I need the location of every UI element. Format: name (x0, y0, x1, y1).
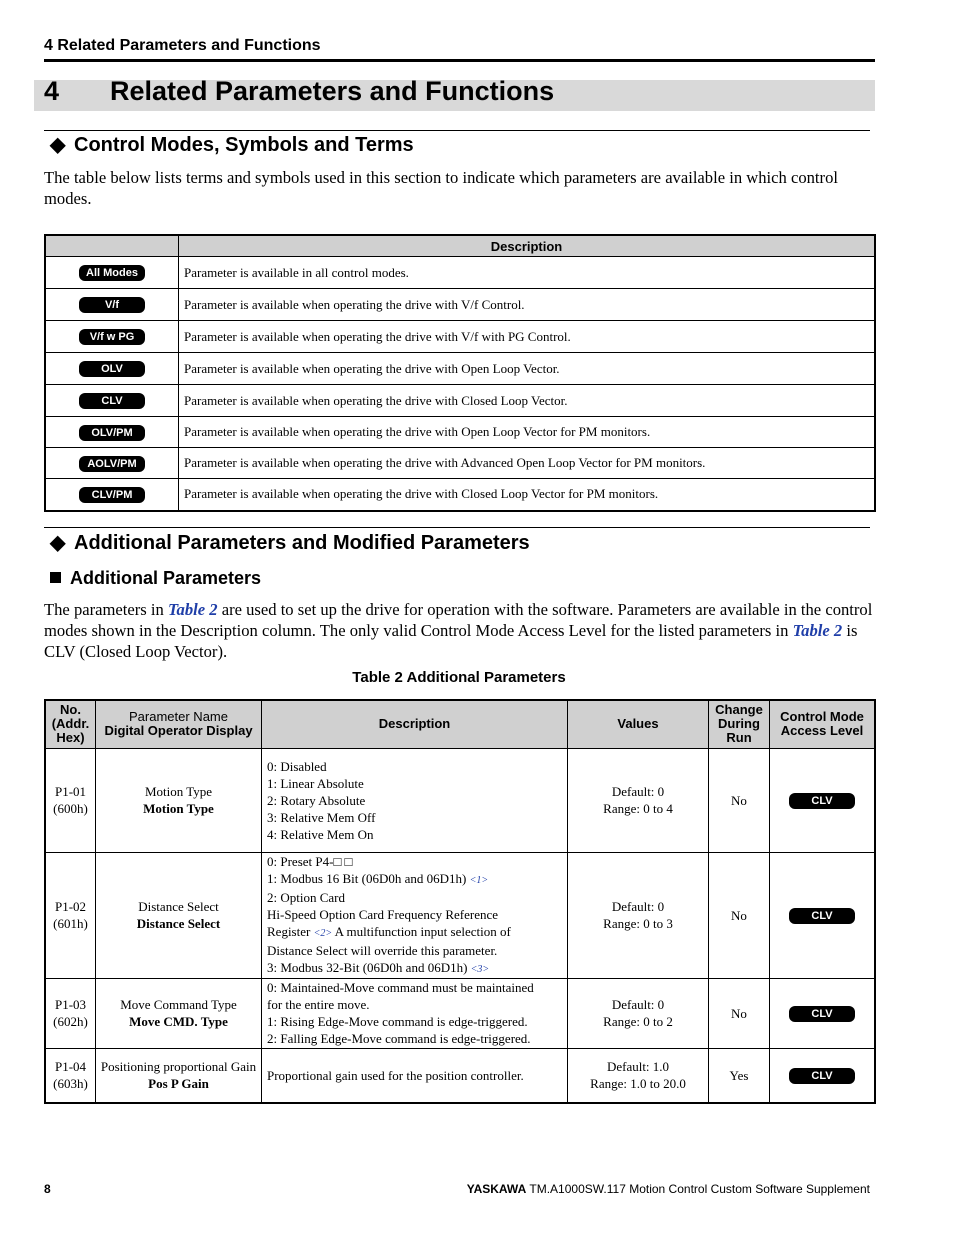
parameter-name: Distance Select Distance Select (96, 852, 262, 978)
parameter-row (45, 748, 875, 852)
mode-badge: V/f (79, 297, 145, 313)
change-during-run: No (709, 748, 770, 852)
additional-params-paragraph (44, 599, 874, 662)
parameter-description (262, 852, 568, 978)
subsection-heading (50, 568, 261, 589)
section-title: Control Modes, Symbols and Terms (74, 134, 414, 156)
mode-description: Parameter is available when operating the drive with V/f with PG Control. (179, 321, 876, 353)
header-no: No. (Addr. Hex) (45, 700, 96, 748)
parameter-values: Default: 1.0 Range: 1.0 to 20.0 (568, 1048, 709, 1103)
description-line: 2: Rotary Absolute (267, 792, 366, 808)
mode-symbol-cell (45, 321, 179, 353)
section-heading (50, 530, 530, 555)
mode-description: Parameter is available when operating the drive with V/f Control. (179, 289, 876, 321)
header-access-level: Control Mode Access Level (770, 700, 876, 748)
description-line: 4: Relative Mem On (267, 826, 374, 842)
mode-badge: OLV/PM (79, 425, 145, 441)
parameter-row (45, 852, 875, 978)
intro-paragraph: The table below lists terms and symbols used in this section to indicate which parameters are available in which control modes. (44, 168, 838, 208)
diamond-icon: ◆ (50, 532, 66, 554)
footnote-ref[interactable]: <1> (469, 874, 489, 886)
mode-symbol-cell (45, 257, 179, 289)
header-rule (44, 59, 875, 62)
mode-symbol-cell (45, 353, 179, 385)
change-during-run: No (709, 852, 770, 978)
mode-symbol-cell (45, 448, 179, 479)
square-bullet-icon (50, 572, 61, 583)
footer-doc: TM.A1000SW.117 Motion Control Custom Software Supplement (526, 1182, 870, 1196)
description-line: 1: Linear Absolute (267, 775, 364, 791)
mode-row (45, 257, 875, 289)
table-caption: Table 2 Additional Parameters (352, 669, 566, 686)
mode-badge: CLV (79, 393, 145, 409)
header-description: Description (262, 700, 568, 748)
section-rule (44, 130, 870, 131)
mode-description: Parameter is available when operating the drive with Open Loop Vector for PM monitors. (179, 417, 876, 448)
description-line: Register <2> A multifunction input selection of (267, 923, 511, 939)
description-line: 3: Modbus 32-Bit (06D0h and 06D1h) <3> (267, 959, 490, 975)
parameter-name: Move Command Type Move CMD. Type (96, 978, 262, 1048)
access-level-badge: CLV (789, 908, 855, 924)
description-line: 2: Falling Edge-Move command is edge-triggered. (267, 1031, 531, 1046)
mode-row (45, 479, 875, 511)
modes-header-blank (45, 235, 179, 257)
mode-description: Parameter is available when operating the drive with Closed Loop Vector for PM monitors. (179, 479, 876, 511)
running-header: 4 Related Parameters and Functions (44, 37, 321, 54)
access-level-badge: CLV (789, 1006, 855, 1022)
page-number: 8 (44, 1182, 51, 1196)
mode-description: Parameter is available when operating the drive with Closed Loop Vector. (179, 385, 876, 417)
parameter-number: P1-03 (602h) (45, 978, 96, 1048)
section-heading (50, 132, 414, 157)
description-line: 0: Disabled (267, 758, 327, 774)
footnote-ref[interactable]: <2> (313, 927, 333, 939)
footer-brand: YASKAWA (466, 1182, 527, 1196)
parameter-number: P1-02 (601h) (45, 852, 96, 978)
table-2-link[interactable]: Table 2 (167, 600, 218, 619)
parameter-values: Default: 0 Range: 0 to 4 (568, 748, 709, 852)
diamond-icon: ◆ (50, 134, 66, 156)
header-values: Values (568, 700, 709, 748)
mode-row (45, 321, 875, 353)
mode-badge: V/f w PG (79, 329, 145, 345)
change-during-run: Yes (709, 1048, 770, 1103)
parameter-number: P1-01 (600h) (45, 748, 96, 852)
description-line: 0: Maintained-Move command must be maintained (267, 980, 534, 995)
chapter-title: Related Parameters and Functions (110, 76, 555, 106)
parameter-values: Default: 0 Range: 0 to 3 (568, 852, 709, 978)
mode-symbol-cell (45, 479, 179, 511)
parameter-number: P1-04 (603h) (45, 1048, 96, 1103)
mode-badge: AOLV/PM (79, 456, 145, 472)
description-line: 1: Modbus 16 Bit (06D0h and 06D1h) <1> (267, 870, 489, 886)
subsection-title: Additional Parameters (70, 568, 262, 588)
description-line: Hi-Speed Option Card Frequency Reference (267, 906, 499, 922)
description-line: 2: Option Card (267, 889, 345, 905)
description-line: 3: Relative Mem Off (267, 809, 376, 825)
additional-parameters-table (44, 699, 876, 1104)
mode-row (45, 448, 875, 479)
access-level-badge: CLV (789, 793, 855, 809)
modes-header-description: Description (179, 235, 876, 257)
header-change-during-run: Change During Run (709, 700, 770, 748)
parameter-description (262, 1048, 568, 1103)
mode-row (45, 289, 875, 321)
parameter-row (45, 1048, 875, 1103)
section-title: Additional Parameters and Modified Parameters (74, 532, 530, 554)
section-rule (44, 527, 870, 528)
para-text: is CLV (Closed Loop Vector). (44, 621, 858, 661)
mode-symbol-cell (45, 417, 179, 448)
access-level (770, 852, 876, 978)
description-line: for the entire move. (267, 997, 370, 1012)
description-line: Distance Select will override this parameter. (267, 942, 498, 958)
mode-row (45, 353, 875, 385)
access-level (770, 978, 876, 1048)
footer-doc-title (467, 1182, 870, 1196)
mode-symbol-cell (45, 385, 179, 417)
mode-row (45, 417, 875, 448)
mode-description: Parameter is available in all control modes. (179, 257, 876, 289)
mode-row (45, 385, 875, 417)
mode-badge: OLV (79, 361, 145, 377)
mode-description: Parameter is available when operating the drive with Advanced Open Loop Vector for PM monitors. (179, 448, 876, 479)
access-level (770, 1048, 876, 1103)
control-modes-table (44, 234, 876, 512)
access-level (770, 748, 876, 852)
parameter-row (45, 978, 875, 1048)
parameter-description (262, 978, 568, 1048)
parameter-name: Motion Type Motion Type (96, 748, 262, 852)
description-line: Proportional gain used for the position controller. (267, 1067, 524, 1083)
table-2-link[interactable]: Table 2 (792, 621, 843, 640)
para-text: The parameters in (44, 600, 168, 619)
para-text: are used to set up the drive for operation with the software. Parameters are available in the control modes shown in the Description column. The only valid Control Mode Access Level for the listed parameters in (44, 600, 873, 640)
footnote-ref[interactable]: <3> (470, 963, 490, 975)
access-level-badge: CLV (789, 1068, 855, 1084)
mode-badge: All Modes (79, 265, 145, 281)
mode-badge: CLV/PM (79, 487, 145, 503)
mode-description: Parameter is available when operating the drive with Open Loop Vector. (179, 353, 876, 385)
change-during-run: No (709, 978, 770, 1048)
mode-symbol-cell (45, 289, 179, 321)
parameter-description (262, 748, 568, 852)
parameter-name: Positioning proportional Gain Pos P Gain (96, 1048, 262, 1103)
description-line: 1: Rising Edge-Move command is edge-triggered. (267, 1014, 528, 1029)
description-line: 0: Preset P4-□ □ (267, 853, 353, 869)
parameter-values: Default: 0 Range: 0 to 2 (568, 978, 709, 1048)
chapter-number: 4 (44, 76, 60, 106)
header-parameter-name: Parameter Name Digital Operator Display (96, 700, 262, 748)
